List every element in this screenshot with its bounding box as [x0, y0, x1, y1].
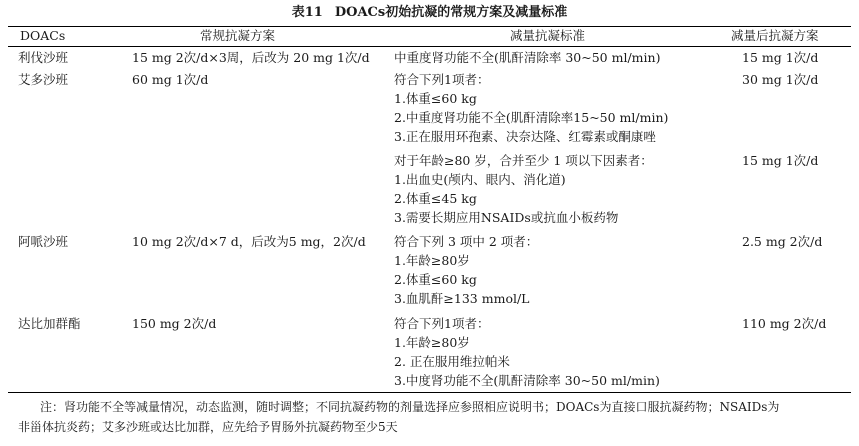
- drug-name: 阿哌沙班: [18, 234, 69, 249]
- usual-regimen: 15 mg 2次/d×3周，后改为 20 mg 1次/d: [132, 50, 370, 65]
- criteria-line: 2.体重≤60 kg: [394, 272, 477, 287]
- drug-name: 利伐沙班: [18, 50, 69, 65]
- header-doacs: DOACs: [20, 28, 66, 43]
- reduced-dose: 2.5 mg 2次/d: [742, 234, 823, 249]
- bottom-rule: [8, 392, 851, 393]
- criteria-line: 对于年龄≥80 岁，合并至少 1 项以下因素者：: [394, 153, 653, 168]
- criteria-line: 2. 正在服用维拉帕米: [394, 354, 510, 369]
- reduced-dose: 15 mg 1次/d: [742, 153, 819, 168]
- reduced-dose: 15 mg 1次/d: [742, 50, 819, 65]
- drug-name: 达比加群酯: [18, 316, 81, 331]
- table-note-line1: 注：肾功能不全等减量情况，动态监测，随时调整；不同抗凝药物的剂量选择应参照相应说明书；DOACs为直接口服抗凝药物；NSAIDs为: [40, 400, 780, 414]
- header-rule: [8, 46, 851, 47]
- header-usual-regimen: 常规抗凝方案: [200, 28, 276, 43]
- usual-regimen: 60 mg 1次/d: [132, 72, 209, 87]
- criteria-line: 2.体重≤45 kg: [394, 191, 477, 206]
- caption-title: DOACs初始抗凝的常规方案及减量标准: [334, 5, 568, 20]
- criteria-line: 3.血肌酐≥133 mmol/L: [394, 291, 530, 306]
- usual-regimen: 150 mg 2次/d: [132, 316, 217, 331]
- header-reduction-criteria: 减量抗凝标准: [510, 28, 586, 43]
- top-rule: [8, 26, 851, 27]
- criteria-line: 符合下列1项者：: [394, 72, 490, 87]
- table-note-line2: 非甾体抗炎药；艾多沙班或达比加群，应先给予胃肠外抗凝药物至少5天: [18, 420, 398, 434]
- usual-regimen: 10 mg 2次/d×7 d，后改为5 mg，2次/d: [132, 234, 366, 249]
- caption-number: 表11: [291, 5, 323, 20]
- criteria-line: 1.出血史(颅内、眼内、消化道): [394, 172, 566, 187]
- criteria-line: 符合下列1项者：: [394, 316, 490, 331]
- header-reduced-regimen: 减量后抗凝方案: [731, 28, 819, 43]
- criteria-line: 1.年龄≥80岁: [394, 253, 470, 268]
- criteria-line: 1.体重≤60 kg: [394, 91, 477, 106]
- criteria-line: 2.中重度肾功能不全(肌酐清除率15~50 ml/min): [394, 110, 669, 125]
- criteria-line: 符合下列 3 项中 2 项者：: [394, 234, 539, 249]
- criteria-line: 3.需要长期应用NSAIDs或抗血小板药物: [394, 210, 619, 225]
- criteria-line: 1.年龄≥80岁: [394, 335, 470, 350]
- reduced-dose: 30 mg 1次/d: [742, 72, 819, 87]
- table-caption: [0, 4, 859, 22]
- drug-name: 艾多沙班: [18, 72, 69, 87]
- criteria-line: 3.中度肾功能不全(肌酐清除率 30~50 ml/min): [394, 373, 660, 388]
- criteria-line: 3.正在服用环孢素、决奈达隆、红霉素或酮康唑: [394, 129, 656, 144]
- reduced-dose: 110 mg 2次/d: [742, 316, 827, 331]
- criteria-line: 中重度肾功能不全(肌酐清除率 30~50 ml/min): [394, 50, 661, 65]
